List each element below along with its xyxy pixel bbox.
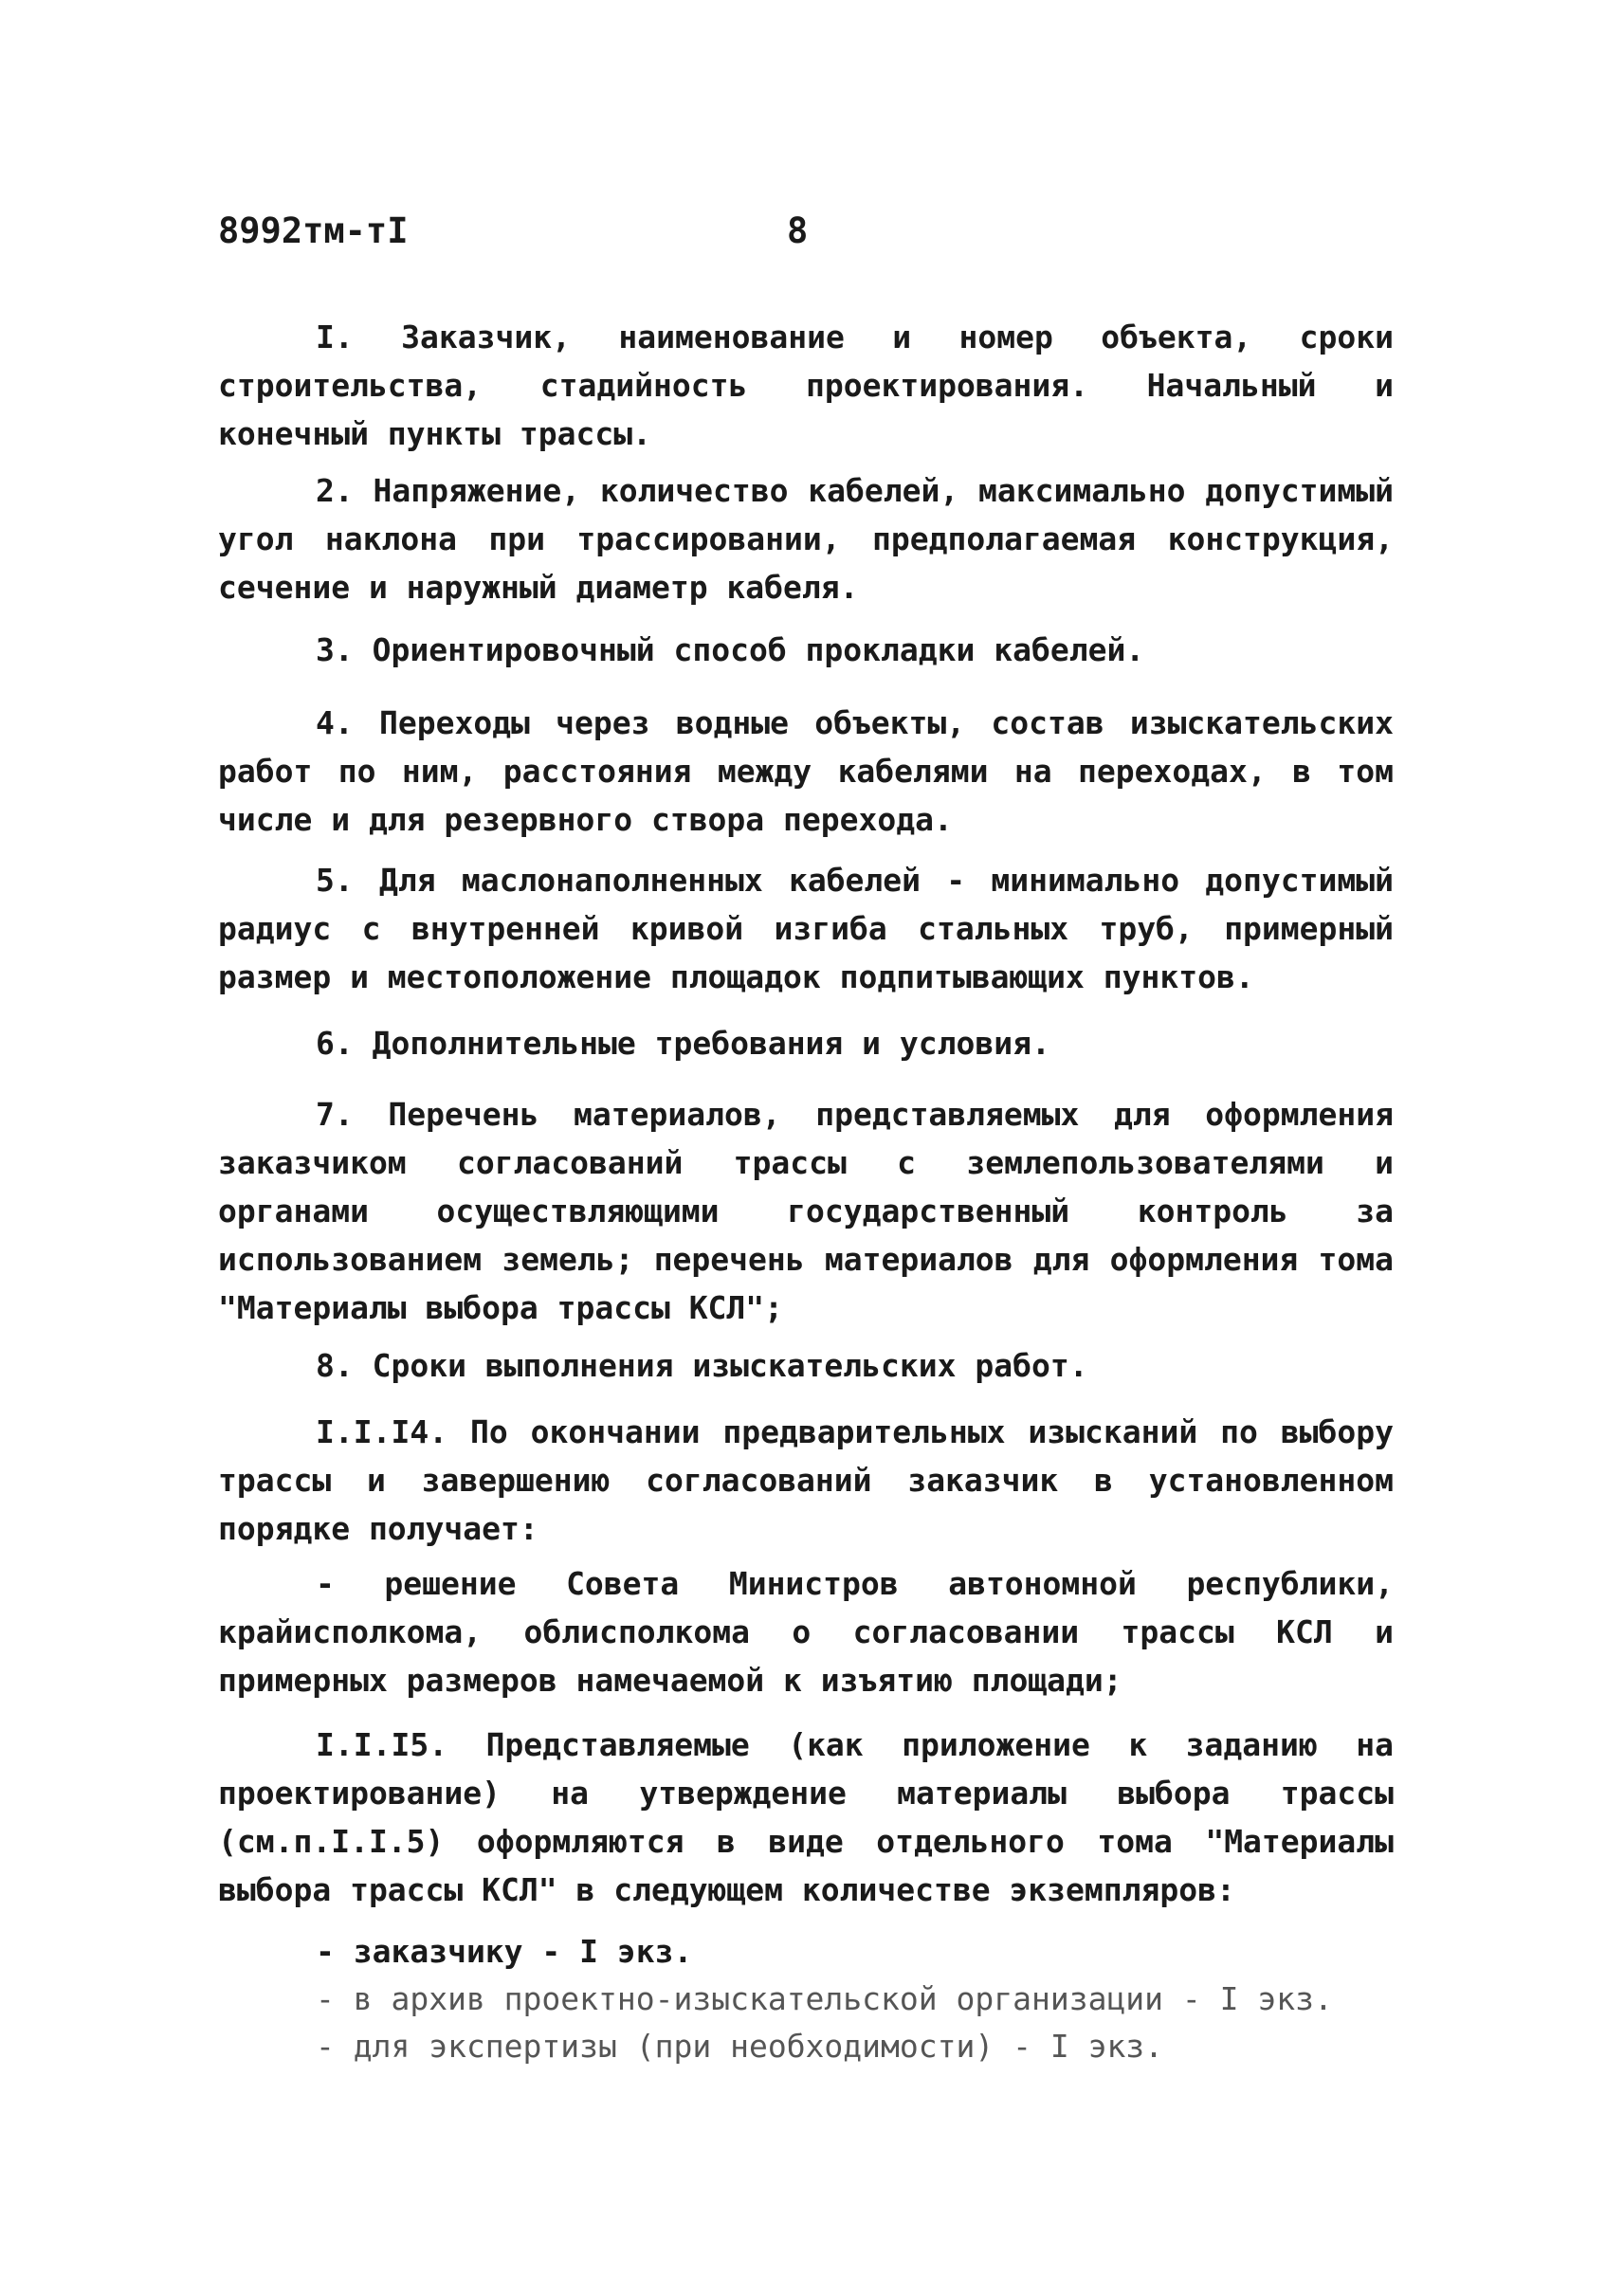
paragraph-5: 5. Для маслонаполненных кабелей - минимально допустимый радиус с внутренней кривой изгиба стальных труб, примерный размер и местоположение площадок подпитывающих пунктов. — [218, 862, 1394, 995]
paragraph-1-1-14: I.I.I4. По окончании предварительных изысканий по выбору трассы и завершению согласований заказчик в установленном порядке получает: — [218, 1413, 1394, 1547]
page-number: 8 — [787, 210, 809, 251]
paragraph-4: 4. Переходы через водные объекты, состав изыскательских работ по ним, расстояния между кабелями на переходах, в том числе и для резервного створа перехода. — [218, 704, 1394, 838]
paragraph-1: I. Заказчик, наименование и номер объекта, сроки строительства, стадийность проектирования. Начальный и конечный пункты трассы. — [218, 319, 1394, 452]
paragraph-7: 7. Перечень материалов, представляемых для оформления заказчиком согласований трассы с землепользователями и органами осуществляющими государственный контроль за использованием земель; перечень материалов для оформления тома "Материалы выбора трассы КСЛ"; — [218, 1096, 1394, 1326]
paragraph-6: 6. Дополнительные требования и условия. — [316, 1025, 1050, 1062]
paragraph-8: 8. Сроки выполнения изыскательских работ. — [316, 1347, 1088, 1384]
paragraph-1-1-15: I.I.I5. Представляемые (как приложение к заданию на проектирование) на утверждение материалы выбора трассы (см.п.I.I.5) оформляются в виде отдельного тома "Материалы выбора трассы КСЛ" в следующем количестве экземпляров: — [218, 1726, 1394, 1908]
document-code: 8992тм-тI — [218, 210, 409, 251]
paragraph-2: 2. Напряжение, количество кабелей, максимально допустимый угол наклона при трассировании, предполагаемая конструкция, сечение и наружный диаметр кабеля. — [218, 472, 1394, 606]
list-item-archive: - в архив проектно-изыскательской организации - I экз. — [316, 1980, 1333, 2017]
list-item-expertise: - для экспертизы (при необходимости) - I экз. — [316, 2028, 1164, 2065]
paragraph-3: 3. Ориентировочный способ прокладки кабелей. — [316, 631, 1145, 668]
list-item-customer: - заказчику - I экз. — [316, 1933, 693, 1970]
paragraph-decision: - решение Совета Министров автономной республики, крайисполкома, облисполкома о согласовании трассы КСЛ и примерных размеров намечаемой к изъятию площади; — [218, 1565, 1394, 1699]
